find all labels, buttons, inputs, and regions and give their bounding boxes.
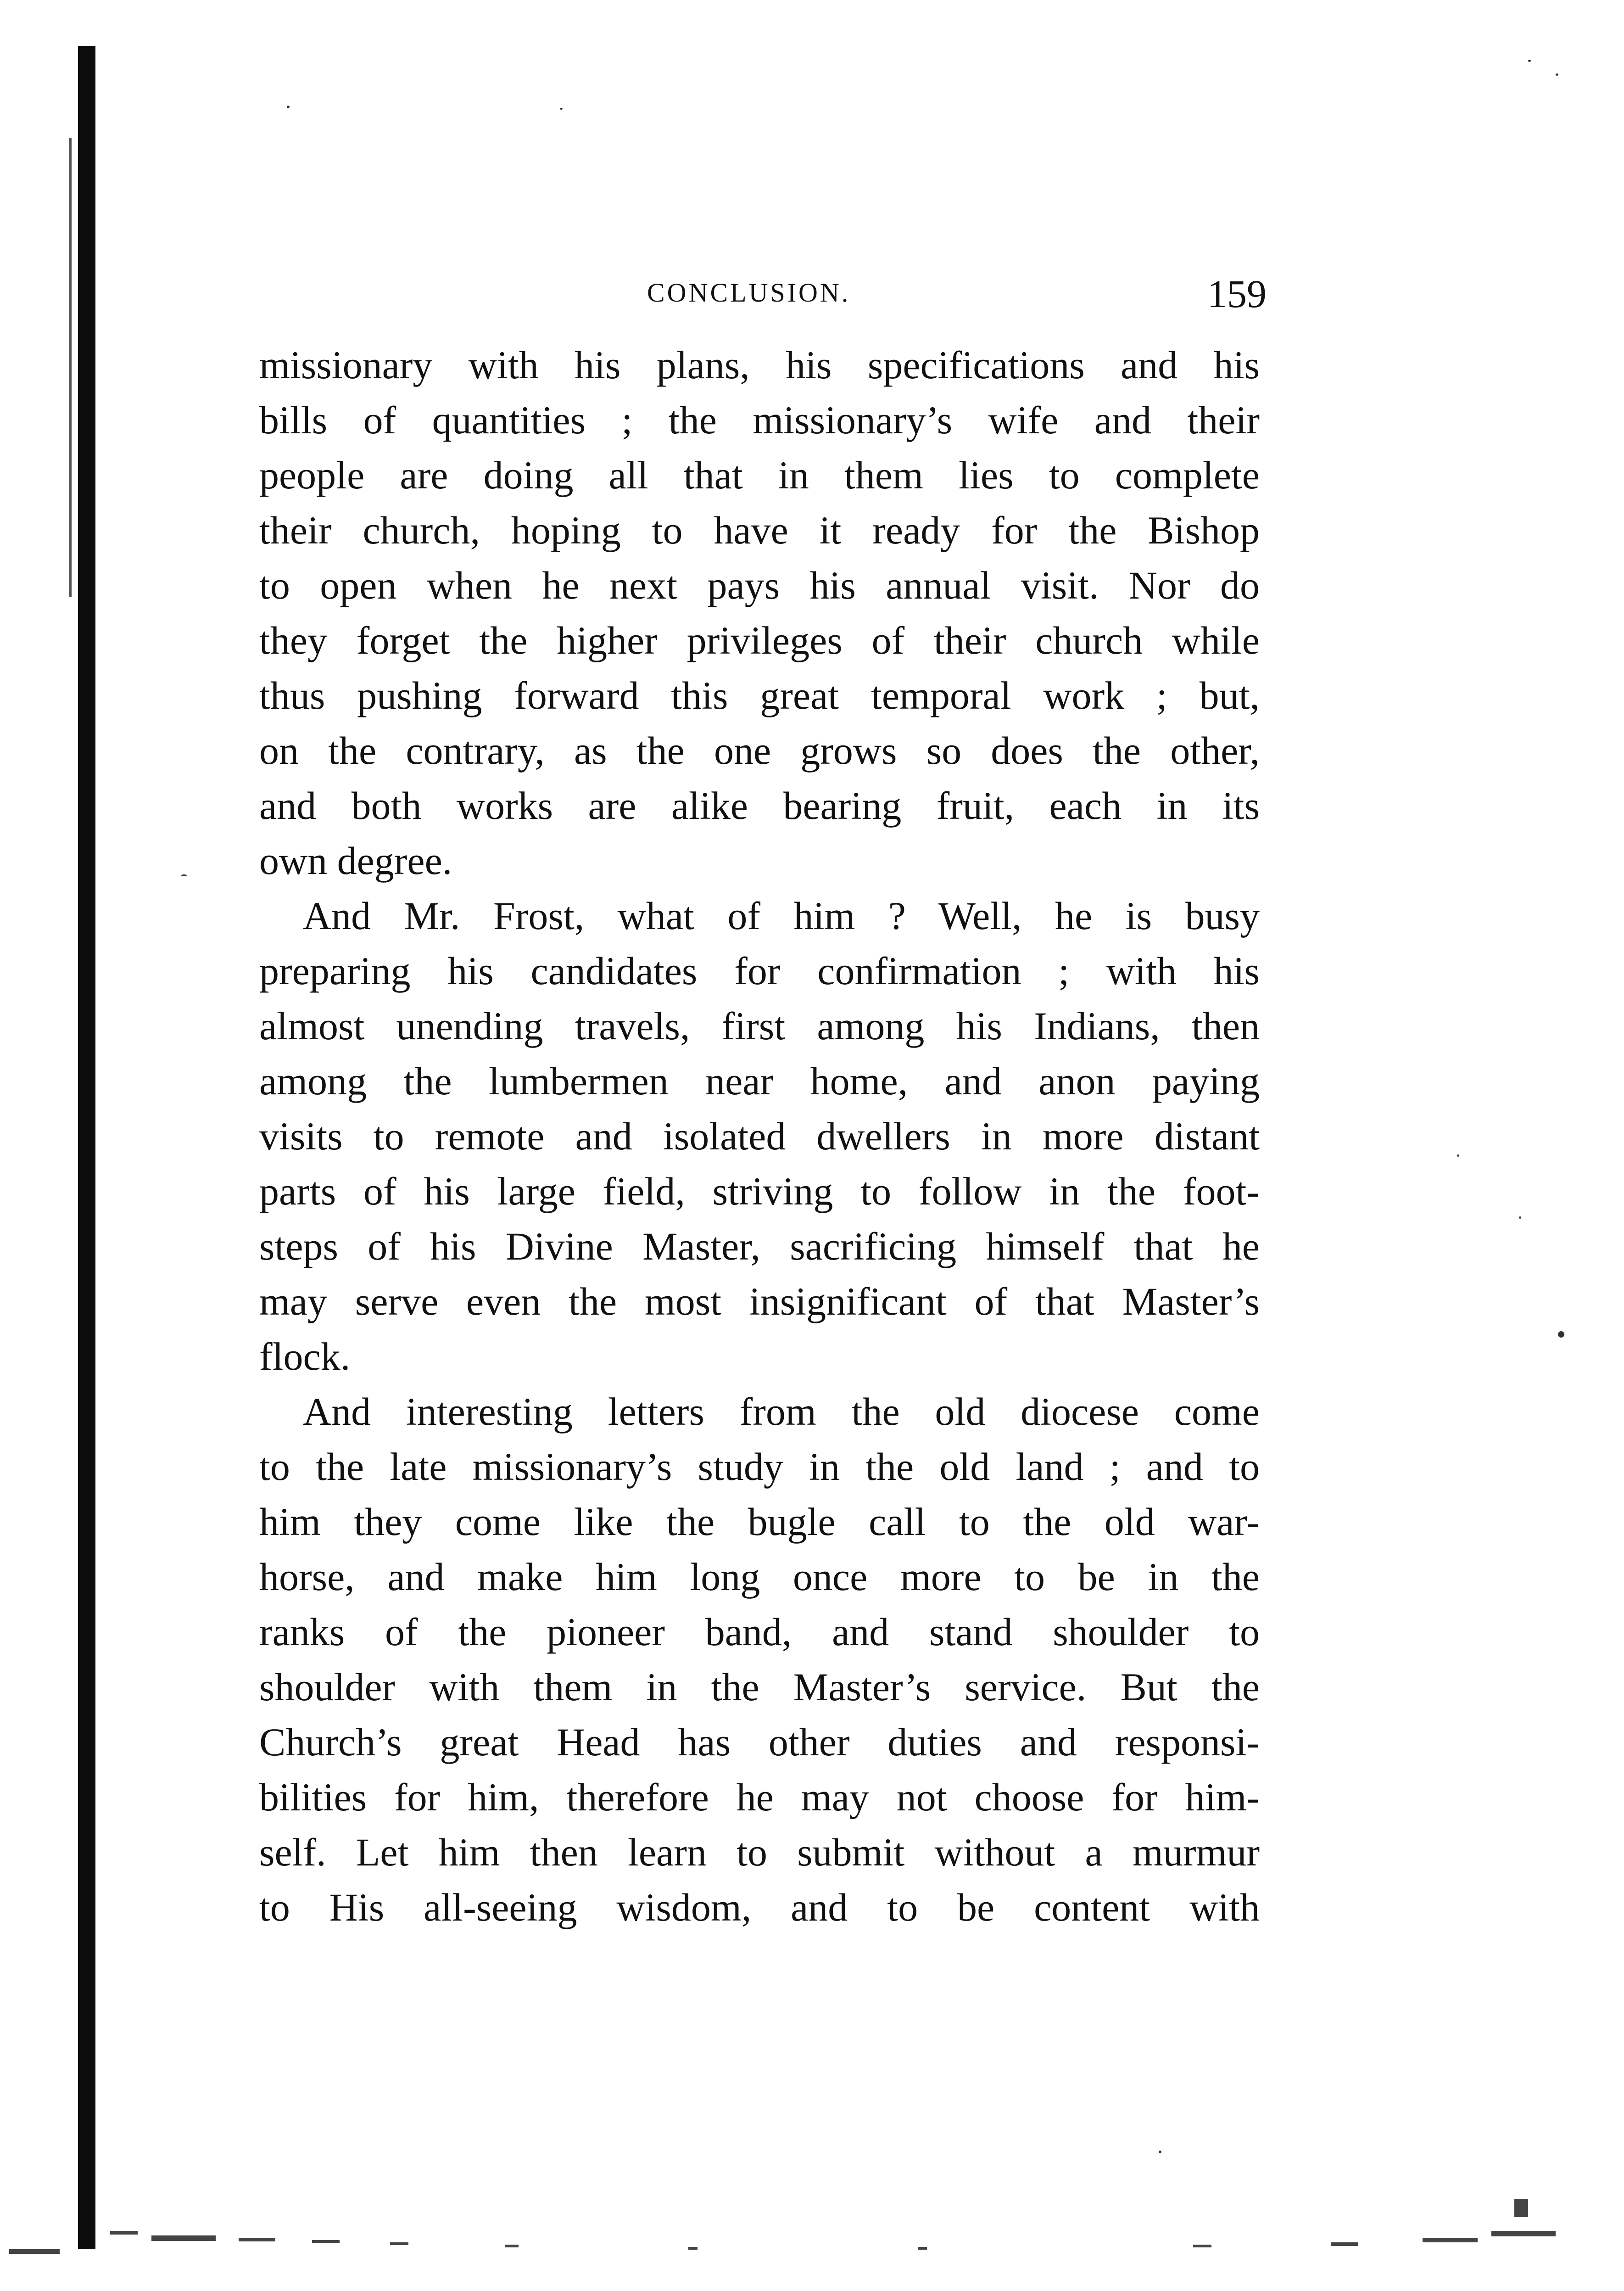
text-line: to open when he next pays his annual visit. Nor do [259, 563, 1260, 607]
text-line: people are doing all that in them lies to complete [259, 453, 1260, 497]
scan-noise-bottom [0, 2157, 1624, 2277]
page-number: 159 [1207, 272, 1267, 316]
text-line: to the late missionary’s study in the old land ; and to [259, 1445, 1260, 1489]
scan-speck [287, 106, 290, 108]
scan-speck [1159, 2151, 1161, 2153]
text-line: And Mr. Frost, what of him ? Well, he is busy [303, 894, 1260, 938]
scan-speck [1457, 1154, 1459, 1157]
text-line: they forget the higher privileges of their church while [259, 618, 1260, 662]
scan-speck [1528, 60, 1531, 62]
scan-speck [1558, 1331, 1564, 1338]
text-line: shoulder with them in the Master’s service. But the [259, 1665, 1260, 1709]
text-line: ranks of the pioneer band, and stand shoulder to [259, 1610, 1260, 1654]
text-line: Church’s great Head has other duties and responsi- [259, 1720, 1260, 1764]
text-line: visits to remote and isolated dwellers in more distant [259, 1114, 1260, 1158]
text-line: self. Let him then learn to submit without a murmur [259, 1830, 1260, 1874]
page-binding-shadow [69, 138, 72, 597]
text-line: on the contrary, as the one grows so does the other, [259, 728, 1260, 773]
text-line: their church, hoping to have it ready for the Bishop [259, 508, 1260, 552]
text-line: preparing his candidates for confirmation ; with his [259, 949, 1260, 993]
scan-speck [1519, 1216, 1521, 1219]
page-binding-edge [78, 46, 95, 2249]
text-line: bills of quantities ; the missionary’s wife and their [259, 398, 1260, 442]
text-line: flock. [259, 1334, 351, 1378]
running-title: CONCLUSION. [647, 278, 851, 308]
text-line: and both works are alike bearing fruit, each in its [259, 784, 1260, 828]
text-line: him they come like the bugle call to the old war- [259, 1500, 1260, 1544]
scan-speck [560, 108, 563, 110]
text-line: among the lumbermen near home, and anon paying [259, 1059, 1260, 1103]
scan-speck [1556, 73, 1558, 76]
text-line: thus pushing forward this great temporal work ; but, [259, 673, 1260, 717]
text-line: steps of his Divine Master, sacrificing himself that he [259, 1224, 1260, 1268]
text-line: missionary with his plans, his specifications and his [259, 343, 1260, 387]
text-line: own degree. [259, 839, 452, 883]
text-line: may serve even the most insignificant of that Master’s [259, 1279, 1260, 1323]
text-line: to His all-seeing wisdom, and to be content with [259, 1885, 1260, 1929]
text-line: bilities for him, therefore he may not choose for him- [259, 1775, 1260, 1819]
text-line: almost unending travels, first among his Indians, then [259, 1004, 1260, 1048]
text-line: And interesting letters from the old diocese come [303, 1389, 1260, 1434]
body-text [259, 337, 1260, 1935]
text-line: horse, and make him long once more to be in the [259, 1555, 1260, 1599]
text-line: parts of his large field, striving to follow in the foot- [259, 1169, 1260, 1213]
scan-speck [181, 874, 187, 876]
